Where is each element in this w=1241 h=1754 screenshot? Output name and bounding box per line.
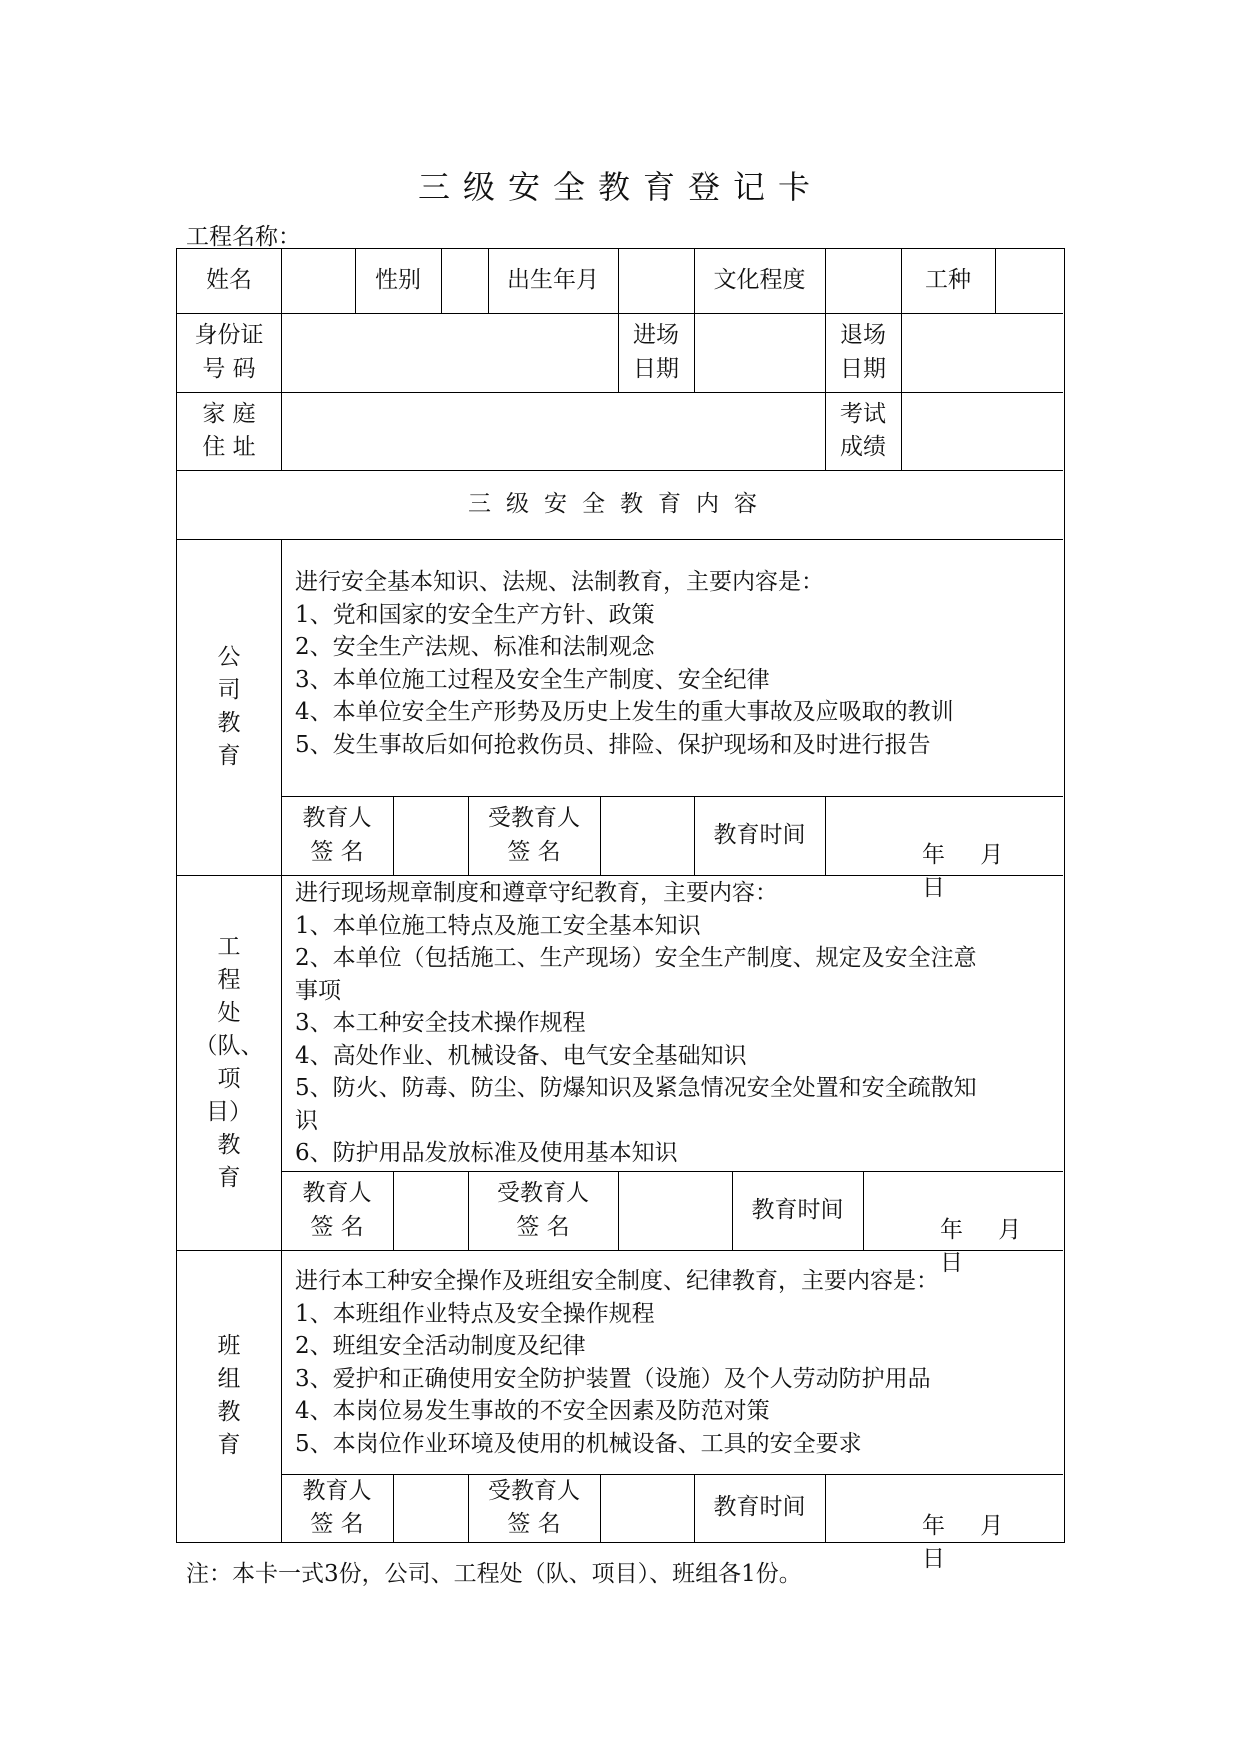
content-line: 5、本岗位作业环境及使用的机械设备、工具的安全要求 (295, 1430, 862, 1457)
section-label-char: 教 (217, 1399, 241, 1425)
education-time-label: 教育时间 (713, 1494, 806, 1521)
col-divider (281, 539, 282, 1542)
educator-label-line1: 教育人 (302, 805, 372, 832)
gender-label: 性别 (375, 267, 421, 294)
education-time-label: 教育时间 (751, 1196, 844, 1223)
id-label-line2: 号 码 (202, 355, 256, 382)
row-divider (177, 1250, 1063, 1251)
education-level-label: 文化程度 (713, 267, 806, 294)
section-label-char: 处 (217, 999, 241, 1026)
educatee-label-line2: 签 名 (507, 838, 561, 865)
project-education-label (177, 875, 281, 1250)
education-time-label: 教育时间 (713, 821, 806, 848)
exam-score-label (825, 392, 901, 470)
educatee-label-line2: 签 名 (507, 1511, 561, 1537)
address-label-line2: 住 址 (202, 434, 256, 460)
col-divider (393, 1171, 394, 1250)
section-label-char: 目） (206, 1098, 252, 1125)
educator-label-line2: 签 名 (310, 838, 364, 865)
col-divider (863, 1171, 864, 1250)
home-address-label (177, 392, 281, 470)
educator-label-line1: 教育人 (302, 1180, 372, 1207)
section-label-char: 育 (217, 1432, 241, 1458)
col-divider (825, 249, 826, 313)
birth-date-label: 出生年月 (507, 267, 599, 294)
col-divider (393, 796, 394, 875)
content-line: 3、本工种安全技术操作规程 (295, 1010, 586, 1036)
section-label-char: 工 (217, 933, 241, 960)
educator-signature-label (281, 796, 393, 875)
educatee-label-line1: 受教育人 (488, 1477, 580, 1504)
col-divider (600, 1474, 601, 1542)
section-label-char: 班 (217, 1333, 241, 1359)
entry-label-line2: 日期 (633, 355, 679, 382)
company-education-label (177, 539, 281, 875)
educatee-label-line1: 受教育人 (497, 1180, 589, 1207)
content-line: 3、本单位施工过程及安全生产制度、安全纪律 (295, 666, 770, 693)
content-line: 4、高处作业、机械设备、电气安全基础知识 (295, 1042, 747, 1069)
content-line: 1、本班组作业特点及安全操作规程 (295, 1300, 655, 1327)
address-label-line1: 家 庭 (202, 400, 256, 427)
entry-date-label (618, 313, 694, 392)
content-line: 2、班组安全活动制度及纪律 (295, 1333, 586, 1359)
content-line: 进行安全基本知识、法规、法制教育，主要内容是： (295, 569, 824, 595)
content-line: 5、发生事故后如何抢救伤员、排险、保护现场和及时进行报告 (295, 731, 931, 758)
team-education-label (177, 1250, 281, 1542)
educator-signature-label (281, 1171, 393, 1250)
content-line: 5、防火、防毒、防尘、防爆知识及紧急情况安全处置和安全疏散知 (295, 1075, 977, 1101)
section-label-char: 公 (217, 644, 241, 670)
education-date: 年 月 日 (922, 842, 1018, 901)
educatee-signature-label (468, 796, 600, 875)
content-line: 事项 (295, 977, 341, 1004)
educatee-signature-label (468, 1171, 618, 1250)
company-education-content (295, 566, 1055, 761)
footnote: 注：本卡一式3份，公司、工程处（队、项目）、班组各1份。 (186, 1561, 802, 1587)
education-date: 年 月 日 (922, 1513, 1018, 1572)
team-education-content (295, 1265, 1055, 1460)
entry-label-line1: 进场 (633, 322, 679, 349)
row-divider (177, 539, 1063, 540)
content-line: 3、爱护和正确使用安全防护装置（设施）及个人劳动防护用品 (295, 1365, 931, 1392)
content-line: 2、本单位（包括施工、生产现场）安全生产制度、规定及安全注意 (295, 945, 977, 971)
project-name-label: 工程名称： (186, 224, 301, 250)
section-label-char: 育 (217, 743, 241, 769)
section-label-char: 育 (217, 1164, 241, 1191)
col-divider (618, 1171, 619, 1250)
content-line: 2、安全生产法规、标准和法制观念 (295, 634, 655, 660)
project-education-content (295, 877, 1055, 1170)
col-divider (825, 1474, 826, 1542)
content-line: 4、本岗位易发生事故的不安全因素及防范对策 (295, 1398, 770, 1424)
section-label-char: 程 (217, 966, 241, 993)
education-date: 年 月 日 (940, 1217, 1036, 1276)
page-title: 三级安全教育登记卡 (417, 168, 823, 206)
section-label-char: 项 (217, 1065, 241, 1092)
col-divider (600, 796, 601, 875)
col-divider (825, 796, 826, 875)
content-line: 1、党和国家的安全生产方针、政策 (295, 601, 655, 628)
exam-label-line1: 考试 (840, 400, 886, 427)
col-divider (441, 249, 442, 313)
exit-label-line1: 退场 (840, 322, 886, 349)
educator-signature-label (281, 1474, 393, 1542)
name-label: 姓名 (206, 267, 252, 294)
section-label-char: 司 (217, 677, 241, 703)
content-line: 识 (295, 1107, 318, 1134)
educator-label-line1: 教育人 (302, 1477, 372, 1504)
col-divider (995, 249, 996, 313)
exit-date-label (825, 313, 901, 392)
exam-label-line2: 成绩 (840, 434, 886, 460)
row-divider (177, 392, 1063, 393)
row-divider (281, 796, 1063, 797)
content-line: 进行现场规章制度和遵章守纪教育，主要内容： (295, 880, 778, 906)
row-divider (281, 1171, 1063, 1172)
col-divider (393, 1474, 394, 1542)
exit-label-line2: 日期 (840, 355, 886, 382)
content-line: 4、本单位安全生产形势及历史上发生的重大事故及应吸取的教训 (295, 699, 954, 725)
col-divider (281, 249, 282, 470)
section-label-char: 教 (217, 710, 241, 736)
educatee-signature-label (468, 1474, 600, 1542)
content-line: 6、防护用品发放标准及使用基本知识 (295, 1140, 678, 1166)
content-line: 1、本单位施工特点及施工安全基本知识 (295, 912, 701, 939)
educatee-label-line1: 受教育人 (488, 805, 580, 832)
section-label-char: （队、 (194, 1032, 264, 1059)
educator-label-line2: 签 名 (310, 1213, 364, 1240)
content-line: 进行本工种安全操作及班组安全制度、纪律教育，主要内容是： (295, 1268, 939, 1294)
registration-card (176, 248, 1065, 1572)
id-number-label (177, 313, 281, 392)
id-label-line1: 身份证 (194, 322, 264, 349)
section-label-char: 组 (217, 1366, 241, 1392)
section-label-char: 教 (217, 1131, 241, 1158)
trade-label: 工种 (925, 267, 971, 294)
educatee-label-line2: 签 名 (516, 1213, 570, 1240)
row-divider (281, 1474, 1063, 1475)
educator-label-line2: 签 名 (310, 1511, 364, 1537)
section-title: 三级安全教育内容 (468, 490, 772, 517)
